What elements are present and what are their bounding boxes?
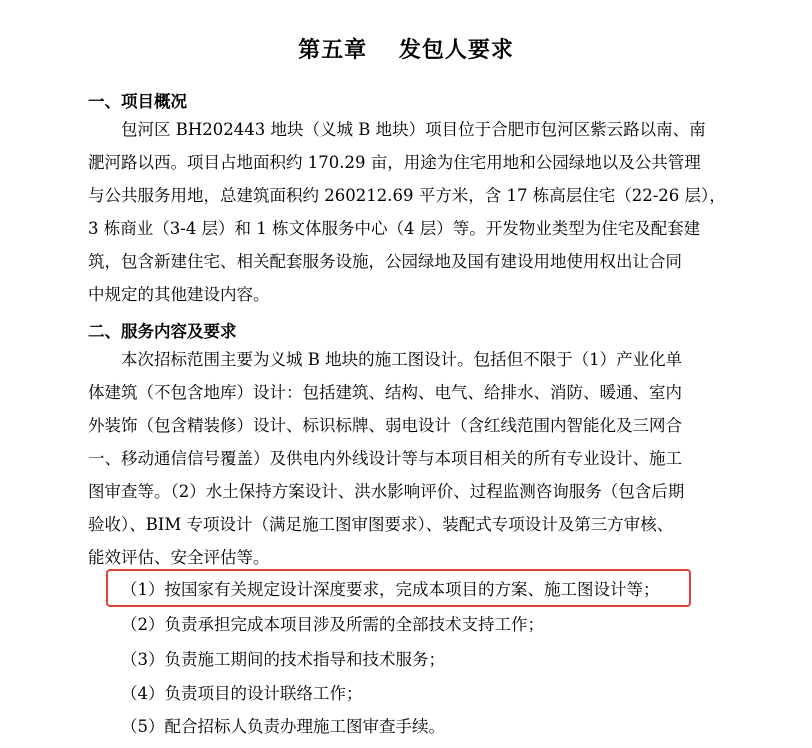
requirement-item-1: （1）按国家有关规定设计深度要求，完成本项目的方案、施工图设计等； bbox=[121, 580, 660, 599]
chapter-title: 第五章 发包人要求 bbox=[298, 37, 514, 63]
requirement-item-5: （5）配合招标人负责办理施工图审查手续。 bbox=[121, 717, 445, 736]
paragraph-line: 3 栋商业（3-4 层）和 1 栋文体服务中心（4 层）等。开发物业类型为住宅及配套建 bbox=[88, 219, 701, 238]
paragraph-line: 能效评估、安全评估等。 bbox=[88, 548, 270, 567]
requirement-item-2: （2）负责承担完成本项目涉及所需的全部技术支持工作； bbox=[121, 615, 544, 634]
paragraph-line: 包河区 BH202443 地块（义城 B 地块）项目位于合肥市包河区紫云路以南、南 bbox=[121, 120, 706, 139]
requirement-item-4: （4）负责项目的设计联络工作； bbox=[121, 684, 363, 703]
paragraph-line: 图审查等。（2）水土保持方案设计、洪水影响评价、过程监测咨询服务（包含后期 bbox=[88, 482, 685, 501]
section-heading-service-content: 二、服务内容及要求 bbox=[88, 322, 237, 341]
paragraph-line: 一、移动通信信号覆盖）及供电内外线设计等与本项目相关的所有专业设计、施工 bbox=[88, 449, 682, 468]
section-heading-project-overview: 一、项目概况 bbox=[88, 92, 187, 111]
paragraph-line: 淝河路以西。项目占地面积约 170.29 亩，用途为住宅用地和公园绿地以及公共管理 bbox=[88, 153, 701, 172]
paragraph-line: 外装饰（包含精装修）设计、标识标牌、弱电设计（含红线范围内智能化及三网合 bbox=[88, 416, 682, 435]
paragraph-line: 中规定的其他建设内容。 bbox=[88, 285, 270, 304]
paragraph-line: 与公共服务用地，总建筑面积约 260212.69 平方米，含 17 栋高层住宅（22-26 层）， bbox=[88, 186, 726, 205]
paragraph-line: 筑，包含新建住宅、相关配套服务设施，公园绿地及国有建设用地使用权出让合同 bbox=[88, 252, 682, 271]
paragraph-line: 验收）、BIM 专项设计（满足施工图审图要求）、装配式专项设计及第三方审核、 bbox=[88, 515, 674, 534]
requirement-item-3: （3）负责施工期间的技术指导和技术服务； bbox=[121, 650, 445, 669]
paragraph-line: 本次招标范围主要为义城 B 地块的施工图设计。包括但不限于（1）产业化单 bbox=[121, 350, 683, 369]
paragraph-line: 体建筑（不包含地库）设计：包括建筑、结构、电气、给排水、消防、暖通、室内 bbox=[88, 383, 682, 402]
